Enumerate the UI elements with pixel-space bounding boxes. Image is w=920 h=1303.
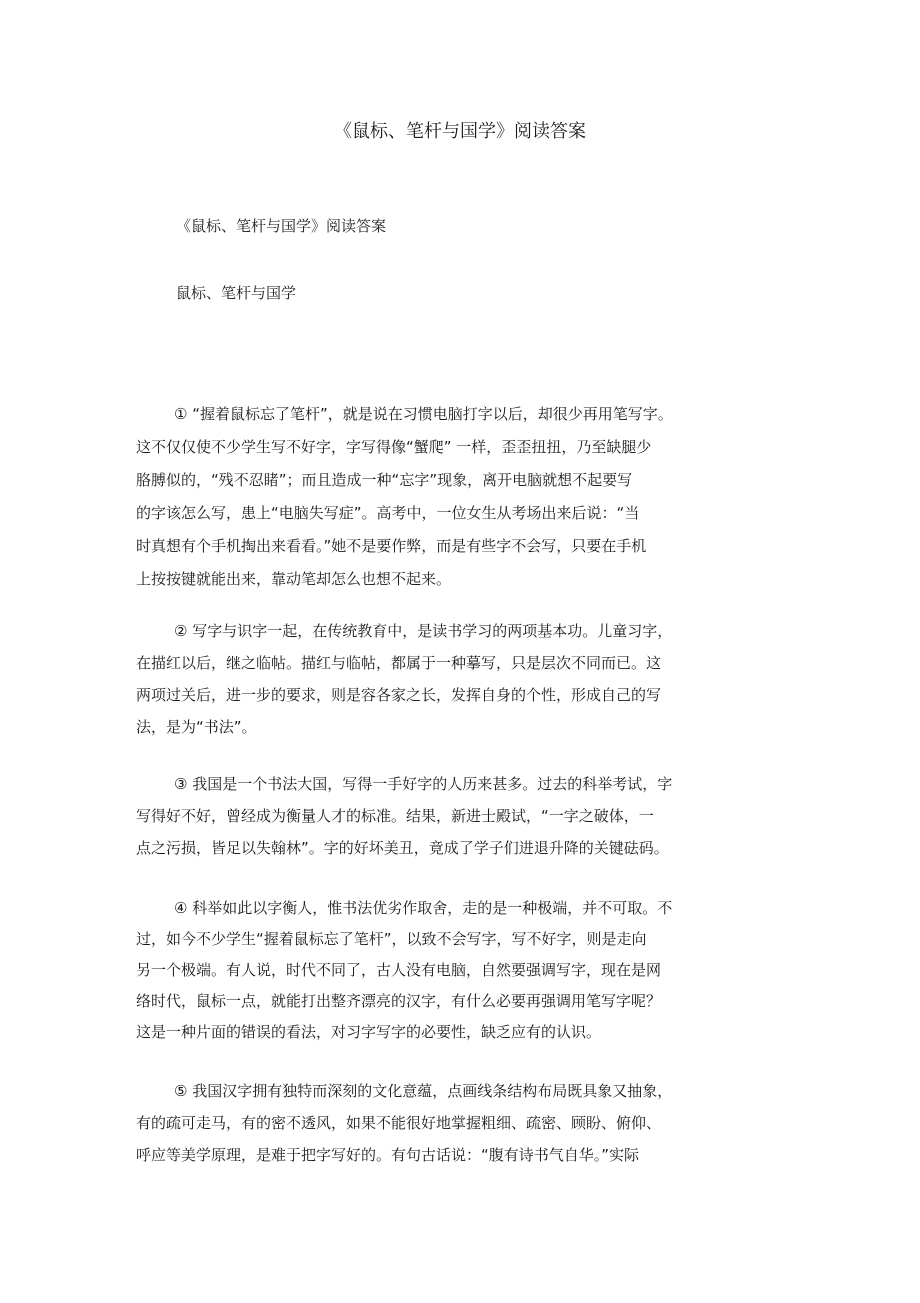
paragraph-line: ① “握着鼠标忘了笔杆”，就是说在习惯电脑打字以后，却很少再用笔写字。 (174, 405, 673, 423)
paragraph-line: 时真想有个手机掏出来看看。”她不是要作弊，而是有些字不会写，只要在手机 (136, 537, 647, 555)
paragraph-line: 上按按键就能出来，靠动笔却怎么也想不起来。 (136, 570, 452, 588)
paragraph-line: 的字该怎么写，患上“电脑失写症”。高考中，一位女生从考场出来后说：“当 (136, 504, 640, 522)
paragraph-line: 络时代，鼠标一点，就能打出整齐漂亮的汉字，有什么必要再强调用笔写字呢？ (136, 992, 662, 1010)
paragraph-line: 有的疏可走马，有的密不透风，如果不能很好地掌握粗细、疏密、顾盼、俯仰、 (136, 1114, 662, 1132)
paragraph-line: ③ 我国是一个书法大国，写得一手好字的人历来甚多。过去的科举考试，字 (174, 775, 673, 793)
article-heading: 《鼠标、笔杆与国学》阅读答案 (176, 217, 387, 235)
paragraph-line: 过，如今不少学生“握着鼠标忘了笔杆”，以致不会写字，写不好字，则是走向 (136, 930, 647, 948)
paragraph-line: 在描红以后，继之临帖。描红与临帖，都属于一种摹写，只是层次不同而已。这 (136, 654, 662, 672)
paragraph-line: 这不仅仅使不少学生写不好字，字写得像“蟹爬” 一样，歪歪扭扭，乃至缺腿少 (136, 438, 652, 456)
paragraph-line: 写得好不好，曾经成为衡量人才的标准。结果，新进士殿试，“一字之破体，一 (136, 807, 654, 825)
paragraph-line: 点之污损，皆足以失翰林”。字的好坏美丑，竟成了学子们进退升降的关键砝码。 (136, 839, 669, 857)
paragraph-line: 法，是为“书法”。 (136, 718, 257, 736)
paragraph-line: 胳膊似的，“残不忍睹”；而且造成一种“忘字”现象，离开电脑就想不起要写 (136, 471, 633, 489)
paragraph-line: 这是一种片面的错误的看法，对习字写字的必要性，缺乏应有的认识。 (136, 1023, 602, 1041)
paragraph-line: ④ 科举如此以字衡人，惟书法优劣作取舍，走的是一种极端，并不可取。不 (174, 899, 673, 917)
paragraph-line: ⑤ 我国汉字拥有独特而深刻的文化意蕴，点画线条结构布局既具象又抽象， (174, 1082, 673, 1100)
paragraph-line: 两项过关后，进一步的要求，则是容各家之长，发挥自身的个性，形成自己的写 (136, 686, 662, 704)
paragraph-line: 呼应等美学原理，是难于把字写好的。有句古话说：“腹有诗书气自华。”实际 (136, 1146, 640, 1164)
document-title: 《鼠标、笔杆与国学》阅读答案 (334, 121, 586, 142)
paragraph-line: ② 写字与识字一起，在传统教育中，是读书学习的两项基本功。儿童习字， (174, 622, 673, 640)
paragraph-line: 另一个极端。有人说，时代不同了，古人没有电脑，自然要强调写字，现在是网 (136, 961, 662, 979)
article-subheading: 鼠标、笔杆与国学 (176, 284, 297, 302)
